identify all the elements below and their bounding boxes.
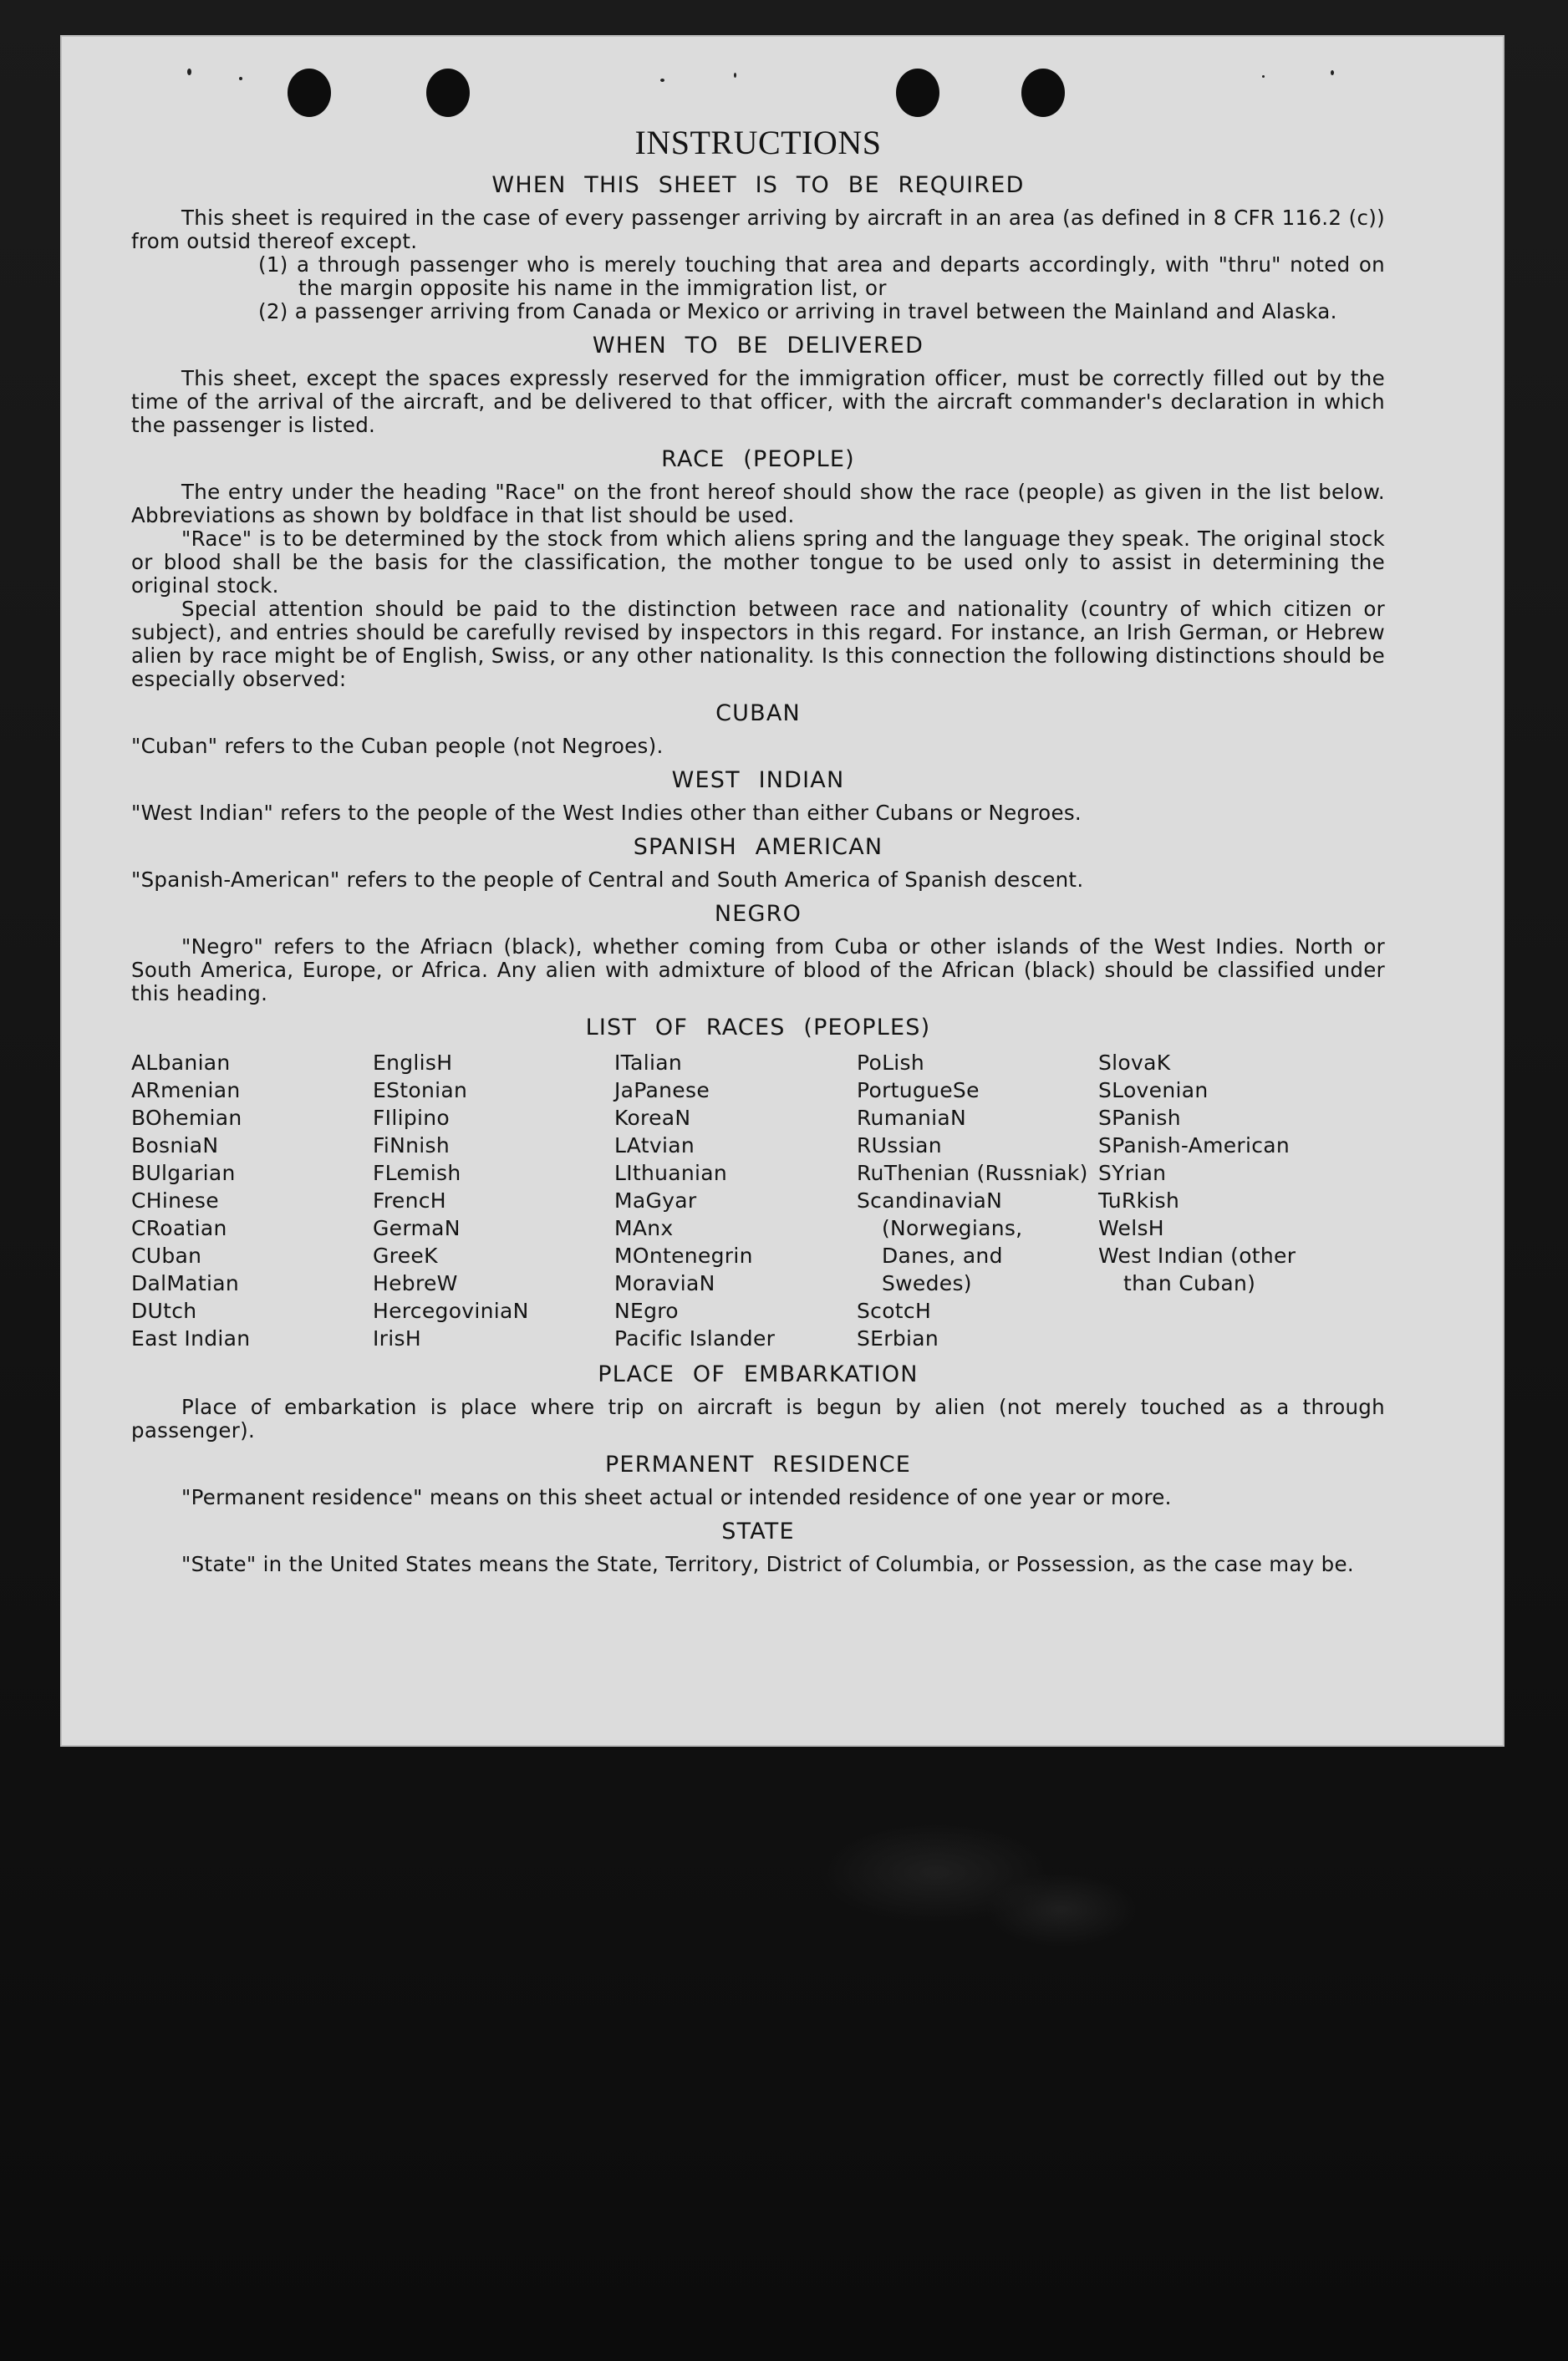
- dust-speck: [1262, 75, 1265, 78]
- embarkation-text: Place of embarkation is place where trip on aircraft is begun by alien (not merely touched as a through passenger).: [131, 1395, 1385, 1443]
- race-entry: EnglisH: [373, 1051, 453, 1075]
- when-required-item-2: (2) a passenger arriving from Canada or Mexico or arriving in travel between the Mainland and Alaska.: [258, 299, 1337, 323]
- race-entry: NEgro: [614, 1299, 679, 1323]
- race-paragraph-3: Special attention should be paid to the distinction between race and nationality (country of which citizen or subject), and entries should be carefully revised by inspectors in this regard. For instance, an Irish German, or Hebrew alien by race might be of English, Swiss, or any other nationality. Is this connection the following distinctions should be especially observed:: [131, 597, 1385, 691]
- races-column: [857, 1049, 1098, 1352]
- state-text: "State" in the United States means the State, Territory, District of Columbia, or Possession, as the case may be.: [181, 1552, 1354, 1576]
- race-entry: SLovenian: [1098, 1078, 1209, 1102]
- race-entry: CHinese: [131, 1188, 219, 1213]
- instruction-sheet: [60, 35, 1504, 1747]
- permanent-residence-text: "Permanent residence" means on this sheet actual or intended residence of one year or more.: [181, 1485, 1172, 1509]
- race-entry: DUtch: [131, 1299, 197, 1323]
- punch-hole-icon: [288, 69, 331, 117]
- punch-hole-icon: [896, 69, 939, 117]
- race-entry: Pacific Islander: [614, 1326, 776, 1351]
- race-entry: ScotcH: [857, 1299, 932, 1323]
- heading-spanish-american: SPANISH AMERICAN: [633, 834, 883, 860]
- when-required-item-1: (1) a through passenger who is merely touching that area and departs accordingly, with "thru" noted on the margin opposite his name in the immigration list, or: [258, 252, 1385, 300]
- race-entry: LAtvian: [614, 1133, 695, 1158]
- race-entry: ScandinaviaN (Norwegians, Danes, and Swedes): [857, 1188, 1023, 1295]
- heading-west-indian: WEST INDIAN: [671, 767, 845, 793]
- dust-speck: [660, 79, 664, 82]
- race-entry: CUban: [131, 1244, 202, 1268]
- race-entry: WelsH: [1098, 1216, 1164, 1240]
- race-entry: PortugueSe: [857, 1078, 980, 1102]
- race-entry: MaGyar: [614, 1188, 697, 1213]
- heading-negro: NEGRO: [714, 901, 802, 927]
- heading-state: STATE: [721, 1519, 795, 1544]
- race-entry: FiNnish: [373, 1133, 450, 1158]
- race-entry: SErbian: [857, 1326, 939, 1351]
- heading-list-of-races: LIST OF RACES (PEOPLES): [585, 1015, 931, 1041]
- race-entry: RUssian: [857, 1133, 942, 1158]
- when-required-intro: This sheet is required in the case of every passenger arriving by aircraft in an area (as defined in 8 CFR 116.2 (c)) from outsid thereof except.: [131, 206, 1385, 253]
- heading-cuban: CUBAN: [715, 700, 801, 726]
- race-entry: MOntenegrin: [614, 1244, 753, 1268]
- races-column: [614, 1049, 857, 1352]
- race-entry: East Indian: [131, 1326, 251, 1351]
- race-entry: FIlipino: [373, 1106, 450, 1130]
- race-entry: SlovaK: [1098, 1051, 1171, 1075]
- races-table: [131, 1049, 1385, 1352]
- race-entry: MAnx: [614, 1216, 674, 1240]
- race-entry: TuRkish: [1098, 1188, 1180, 1213]
- race-paragraph-2: "Race" is to be determined by the stock from which aliens spring and the language they speak. The original stock or blood shall be the basis for the classification, the mother tongue to be used only to assist in determining the original stock.: [131, 527, 1385, 598]
- punch-hole-icon: [426, 69, 470, 117]
- race-entry: KoreaN: [614, 1106, 691, 1130]
- race-entry: GermaN: [373, 1216, 461, 1240]
- dust-speck: [239, 77, 242, 80]
- race-entry: ITalian: [614, 1051, 682, 1075]
- races-column: [1098, 1049, 1340, 1352]
- race-entry: FrencH: [373, 1188, 446, 1213]
- race-entry: DalMatian: [131, 1271, 240, 1295]
- race-entry: JaPanese: [614, 1078, 710, 1102]
- race-entry: MoraviaN: [614, 1271, 715, 1295]
- race-entry: SYrian: [1098, 1161, 1167, 1185]
- scan-smudge: [986, 1872, 1137, 1947]
- race-entry: RumaniaN: [857, 1106, 966, 1130]
- race-entry: ALbanian: [131, 1051, 231, 1075]
- race-entry: GreeK: [373, 1244, 438, 1268]
- race-entry: RuThenian (Russniak): [857, 1161, 1088, 1185]
- spanish-american-text: "Spanish-American" refers to the people of Central and South America of Spanish descent.: [131, 868, 1084, 892]
- negro-text: "Negro" refers to the Afriacn (black), whether coming from Cuba or other islands of the West Indies. North or South America, Europe, or Africa. Any alien with admixture of blood of the African (black) should be classified under this heading.: [131, 934, 1385, 1005]
- race-entry: BUlgarian: [131, 1161, 236, 1185]
- punch-hole-icon: [1021, 69, 1065, 117]
- race-paragraph-1: The entry under the heading "Race" on the front hereof should show the race (people) as given in the list below. Abbreviations as shown by boldface in that list should be used.: [131, 480, 1385, 527]
- west-indian-text: "West Indian" refers to the people of the West Indies other than either Cubans or Negroes.: [131, 801, 1082, 825]
- when-delivered-text: This sheet, except the spaces expressly reserved for the immigration officer, must be correctly filled out by the time of the arrival of the aircraft, and be delivered to that officer, with the aircraft commander's declaration in which the passenger is listed.: [131, 366, 1385, 437]
- race-entry: PoLish: [857, 1051, 925, 1075]
- race-entry: SPanish: [1098, 1106, 1181, 1130]
- race-entry: West Indian (other than Cuban): [1098, 1244, 1296, 1295]
- races-column: [131, 1049, 373, 1352]
- dust-speck: [734, 73, 736, 78]
- races-column: [373, 1049, 614, 1352]
- race-entry: LIthuanian: [614, 1161, 728, 1185]
- race-entry: EStonian: [373, 1078, 468, 1102]
- heading-embarkation: PLACE OF EMBARKATION: [598, 1361, 919, 1387]
- page-title: INSTRUCTIONS: [634, 124, 882, 161]
- race-entry: IrisH: [373, 1326, 421, 1351]
- heading-permanent-residence: PERMANENT RESIDENCE: [604, 1452, 912, 1478]
- race-entry: HercegoviniaN: [373, 1299, 529, 1323]
- dust-speck: [187, 69, 191, 75]
- race-entry: CRoatian: [131, 1216, 227, 1240]
- race-entry: BosniaN: [131, 1133, 219, 1158]
- heading-when-required: WHEN THIS SHEET IS TO BE REQUIRED: [491, 172, 1025, 198]
- cuban-text: "Cuban" refers to the Cuban people (not Negroes).: [131, 734, 664, 758]
- instructions-body: [131, 123, 1385, 1576]
- dust-speck: [1331, 70, 1334, 75]
- race-entry: SPanish-American: [1098, 1133, 1291, 1158]
- race-entry: BOhemian: [131, 1106, 242, 1130]
- race-entry: HebreW: [373, 1271, 458, 1295]
- race-entry: FLemish: [373, 1161, 461, 1185]
- heading-when-delivered: WHEN TO BE DELIVERED: [592, 333, 924, 359]
- heading-race: RACE (PEOPLE): [661, 446, 855, 472]
- race-entry: ARmenian: [131, 1078, 241, 1102]
